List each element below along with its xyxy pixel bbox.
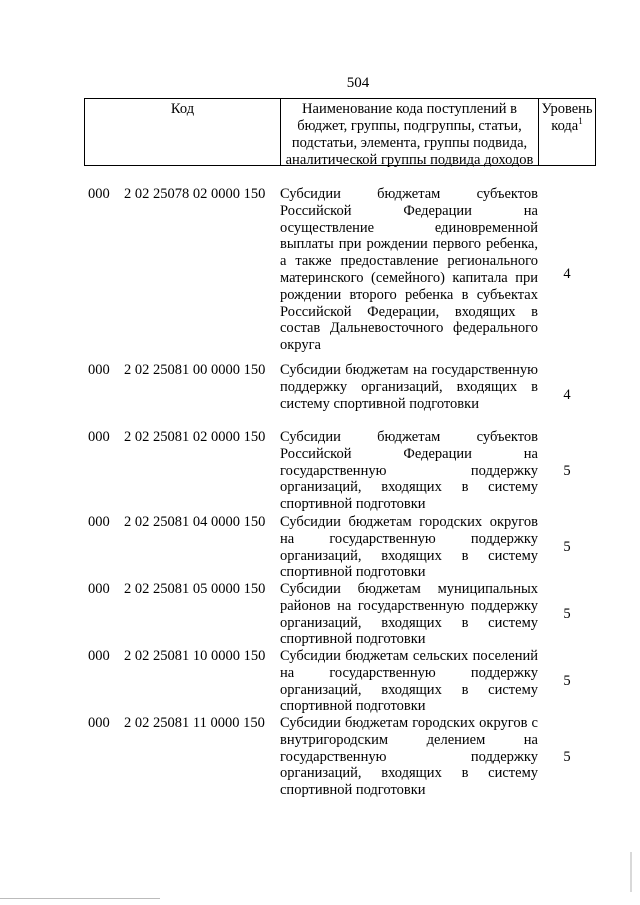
row-name: Субсидии бюджетам субъектов Российской Федерации на осуществление единовременной выплаты при рождении первого ребенка, а также предоставление регионального материнского (семейного) капитала при рождении второго ребенка в субъектах Российской Федерации, входящих в состав Дальневосточного федерального округа [280,186,538,354]
row-code: 2 02 25081 05 0000 150 [124,581,266,597]
table-row [84,429,596,514]
row-prefix: 000 [88,362,110,378]
table-header [84,98,596,166]
row-level: 5 [563,606,571,623]
header-level [539,99,595,165]
header-code: Код [85,99,281,165]
header-name: Наименование кода поступлений в бюджет, группы, подгруппы, статьи, подстатьи, элемента, группы подвида, аналитической группы подвида доходов [281,99,539,165]
table-row [84,362,596,429]
row-prefix: 000 [88,648,110,664]
row-name: Субсидии бюджетам на государственную поддержку организаций, входящих в систему спортивной подготовки [280,362,538,412]
table-row [84,514,596,581]
row-name: Субсидии бюджетам городских округов на государственную поддержку организаций, входящих в систему спортивной подготовки [280,514,538,581]
table-row [84,186,596,362]
row-prefix: 000 [88,429,110,445]
row-code: 2 02 25078 02 0000 150 [124,186,266,202]
table-row [84,648,596,715]
row-name: Субсидии бюджетам городских округов с внутригородским делением на государственную поддержку организаций, входящих в систему спортивной подготовки [280,715,538,799]
row-prefix: 000 [88,715,110,731]
row-level: 4 [563,265,571,282]
page-number: 504 [346,75,370,91]
row-prefix: 000 [88,186,110,202]
row-name: Субсидии бюджетам субъектов Российской Федерации на государственную поддержку организаций, входящих в систему спортивной подготовки [280,429,538,513]
row-name: Субсидии бюджетам сельских поселений на государственную поддержку организаций, входящих в систему спортивной подготовки [280,648,538,715]
header-level-label: Уровень кода [541,101,593,134]
row-code: 2 02 25081 02 0000 150 [124,429,266,445]
row-code: 2 02 25081 04 0000 150 [124,514,266,530]
table-row [84,715,596,800]
row-level: 4 [563,387,571,404]
row-name: Субсидии бюджетам муниципальных районов на государственную поддержку организаций, входящих в систему спортивной подготовки [280,581,538,648]
row-level: 5 [563,749,571,766]
table-row [84,581,596,648]
row-prefix: 000 [88,514,110,530]
row-level: 5 [563,673,571,690]
row-code: 2 02 25081 00 0000 150 [124,362,266,378]
row-prefix: 000 [88,581,110,597]
scan-edge-mark [630,852,632,892]
row-level: 5 [563,539,571,556]
row-code: 2 02 25081 10 0000 150 [124,648,266,664]
footer-divider [0,898,160,899]
row-code: 2 02 25081 11 0000 150 [124,715,265,731]
header-level-footnote: 1 [578,116,583,127]
row-level: 5 [563,463,571,480]
table-body [84,186,596,800]
